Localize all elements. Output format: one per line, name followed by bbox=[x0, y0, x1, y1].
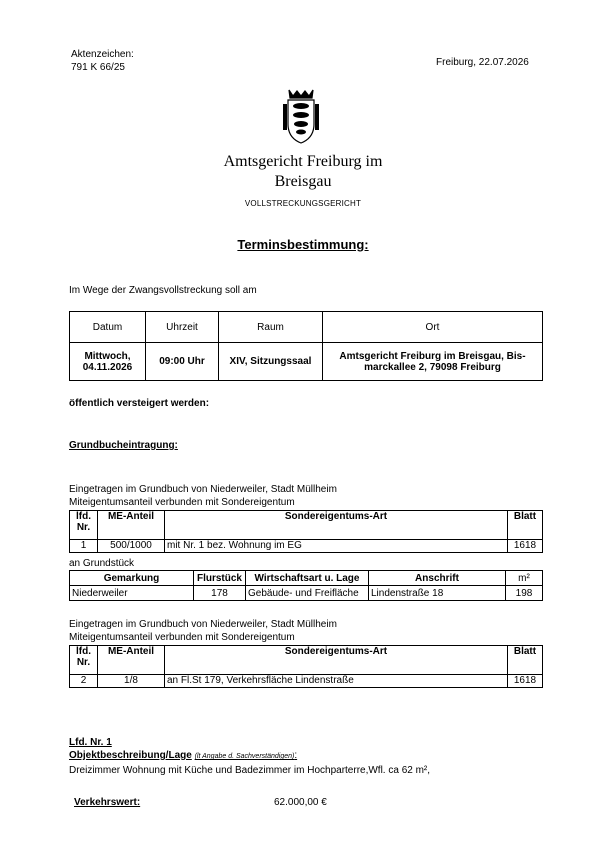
grundstueck-header-wirtschaftsart: Wirtschaftsart u. Lage bbox=[246, 571, 369, 586]
grundstueck-flurstueck: 178 bbox=[194, 586, 246, 601]
grundstueck-header-m2: m² bbox=[506, 571, 543, 586]
block2-text bbox=[69, 618, 337, 644]
grundstueck-header-row bbox=[70, 571, 543, 586]
objektbeschreibung-text: Dreizimmer Wohnung mit Küche und Badezimmer im Hochparterre,Wfl. ca 62 m², bbox=[69, 765, 431, 776]
grundbuch-heading: Grundbucheintragung: bbox=[69, 440, 178, 451]
table2-row bbox=[70, 675, 543, 688]
table2-header-blatt: Blatt bbox=[508, 646, 543, 675]
table2-header-row bbox=[70, 646, 543, 675]
termin-row bbox=[70, 343, 543, 381]
table1-header-me-anteil: ME-Anteil bbox=[98, 511, 165, 540]
grundstueck-row bbox=[70, 586, 543, 601]
table2-header-lfd: lfd. Nr. bbox=[70, 646, 98, 675]
objektbeschreibung-colon: : bbox=[294, 750, 298, 761]
grundstueck-gemarkung: Niederweiler bbox=[70, 586, 194, 601]
termin-datum-line1: Mittwoch, bbox=[84, 350, 131, 362]
termin-header-row bbox=[70, 312, 543, 343]
grundstueck-header-anschrift: Anschrift bbox=[369, 571, 506, 586]
document-title: Terminsbestimmung: bbox=[237, 237, 369, 252]
table1-row bbox=[70, 540, 543, 553]
block1-line1: Eingetragen im Grundbuch von Niederweiler, Stadt Müllheim bbox=[69, 484, 337, 495]
aktenzeichen-block bbox=[71, 48, 134, 74]
objektbeschreibung-hint: (lt Angabe d. Sachverständigen) bbox=[194, 753, 295, 760]
table2-lfd: 2 bbox=[70, 675, 98, 688]
termin-datum-line2: 04.11.2026 bbox=[82, 361, 133, 373]
objektbeschreibung-label: Objektbeschreibung/Lage bbox=[69, 750, 192, 761]
table1-art: mit Nr. 1 bez. Wohnung im EG bbox=[165, 540, 508, 553]
grundstueck-label: an Grundstück bbox=[69, 558, 135, 569]
intro-text: Im Wege der Zwangsvollstreckung soll am bbox=[69, 285, 257, 296]
aktenzeichen-label: Aktenzeichen: bbox=[71, 49, 134, 60]
block2-line1: Eingetragen im Grundbuch von Niederweiler, Stadt Müllheim bbox=[69, 619, 337, 630]
termin-ort bbox=[323, 343, 543, 381]
block1-text bbox=[69, 483, 337, 509]
aktenzeichen-value: 791 K 66/25 bbox=[71, 62, 125, 73]
table1-blatt: 1618 bbox=[508, 540, 543, 553]
table1-header-blatt: Blatt bbox=[508, 511, 543, 540]
court-name bbox=[148, 152, 458, 192]
grundstueck-wirtschaftsart: Gebäude- und Freifläche bbox=[246, 586, 369, 601]
objektbeschreibung-heading bbox=[69, 749, 297, 763]
termin-raum: XIV, Sitzungssaal bbox=[219, 343, 323, 381]
block1-line2: Miteigentumsanteil verbunden mit Sondereigentum bbox=[69, 497, 295, 508]
table2-header-art: Sondereigentums-Art bbox=[165, 646, 508, 675]
sondereigentum-table-2 bbox=[69, 645, 543, 688]
coat-of-arms-icon bbox=[281, 86, 321, 146]
termin-header-uhrzeit: Uhrzeit bbox=[146, 312, 219, 343]
grundstueck-header-flurstueck: Flurstück bbox=[194, 571, 246, 586]
termin-header-datum: Datum bbox=[70, 312, 146, 343]
termin-header-raum: Raum bbox=[219, 312, 323, 343]
termin-table bbox=[69, 311, 543, 381]
termin-datum bbox=[70, 343, 146, 381]
termin-ort-line2: marckallee 2, 79098 Freiburg bbox=[364, 361, 501, 373]
grundstueck-m2: 198 bbox=[506, 586, 543, 601]
court-name-line1: Amtsgericht Freiburg im bbox=[223, 153, 383, 170]
table2-me-anteil: 1/8 bbox=[98, 675, 165, 688]
table2-art: an Fl.St 179, Verkehrsfläche Lindenstraße bbox=[165, 675, 508, 688]
table1-lfd: 1 bbox=[70, 540, 98, 553]
versteigert-text: öffentlich versteigert werden: bbox=[69, 398, 210, 409]
sondereigentum-table-1 bbox=[69, 510, 543, 553]
table1-header-lfd: lfd. Nr. bbox=[70, 511, 98, 540]
grundstueck-header-gemarkung: Gemarkung bbox=[70, 571, 194, 586]
grundstueck-table bbox=[69, 570, 543, 601]
table1-header-row bbox=[70, 511, 543, 540]
termin-header-ort: Ort bbox=[323, 312, 543, 343]
termin-ort-line1: Amtsgericht Freiburg im Breisgau, Bis- bbox=[339, 350, 526, 362]
court-department: VOLLSTRECKUNGSGERICHT bbox=[244, 199, 362, 208]
court-name-line2: Breisgau bbox=[274, 173, 332, 190]
table2-blatt: 1618 bbox=[508, 675, 543, 688]
termin-uhrzeit: 09:00 Uhr bbox=[146, 343, 219, 381]
table1-header-art: Sondereigentums-Art bbox=[165, 511, 508, 540]
block2-line2: Miteigentumsanteil verbunden mit Sondereigentum bbox=[69, 632, 295, 643]
lfd-nr-heading: Lfd. Nr. 1 bbox=[69, 737, 112, 748]
grundstueck-anschrift: Lindenstraße 18 bbox=[369, 586, 506, 601]
verkehrswert-value: 62.000,00 € bbox=[274, 797, 327, 808]
verkehrswert-label: Verkehrswert: bbox=[74, 797, 141, 808]
table1-me-anteil: 500/1000 bbox=[98, 540, 165, 553]
table2-header-me-anteil: ME-Anteil bbox=[98, 646, 165, 675]
place-date: Freiburg, 22.07.2026 bbox=[436, 57, 529, 68]
